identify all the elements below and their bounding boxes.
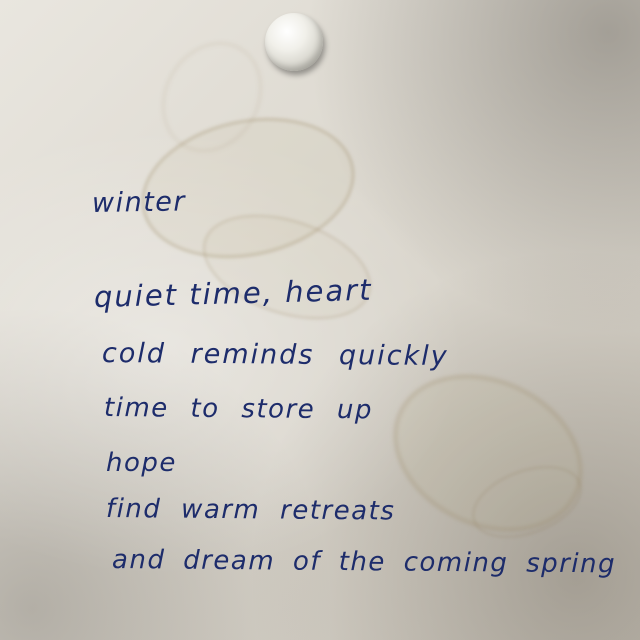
poem-title: winter <box>91 186 187 219</box>
poem-line: cold reminds quickly <box>101 338 449 373</box>
poem-line: time to store up <box>103 393 374 426</box>
poem-line: find warm retreats <box>105 494 396 527</box>
poem-line: and dream of the coming spring <box>111 545 617 580</box>
poem-line: hope <box>106 448 177 478</box>
poem-line: quiet time, heart <box>93 272 373 314</box>
